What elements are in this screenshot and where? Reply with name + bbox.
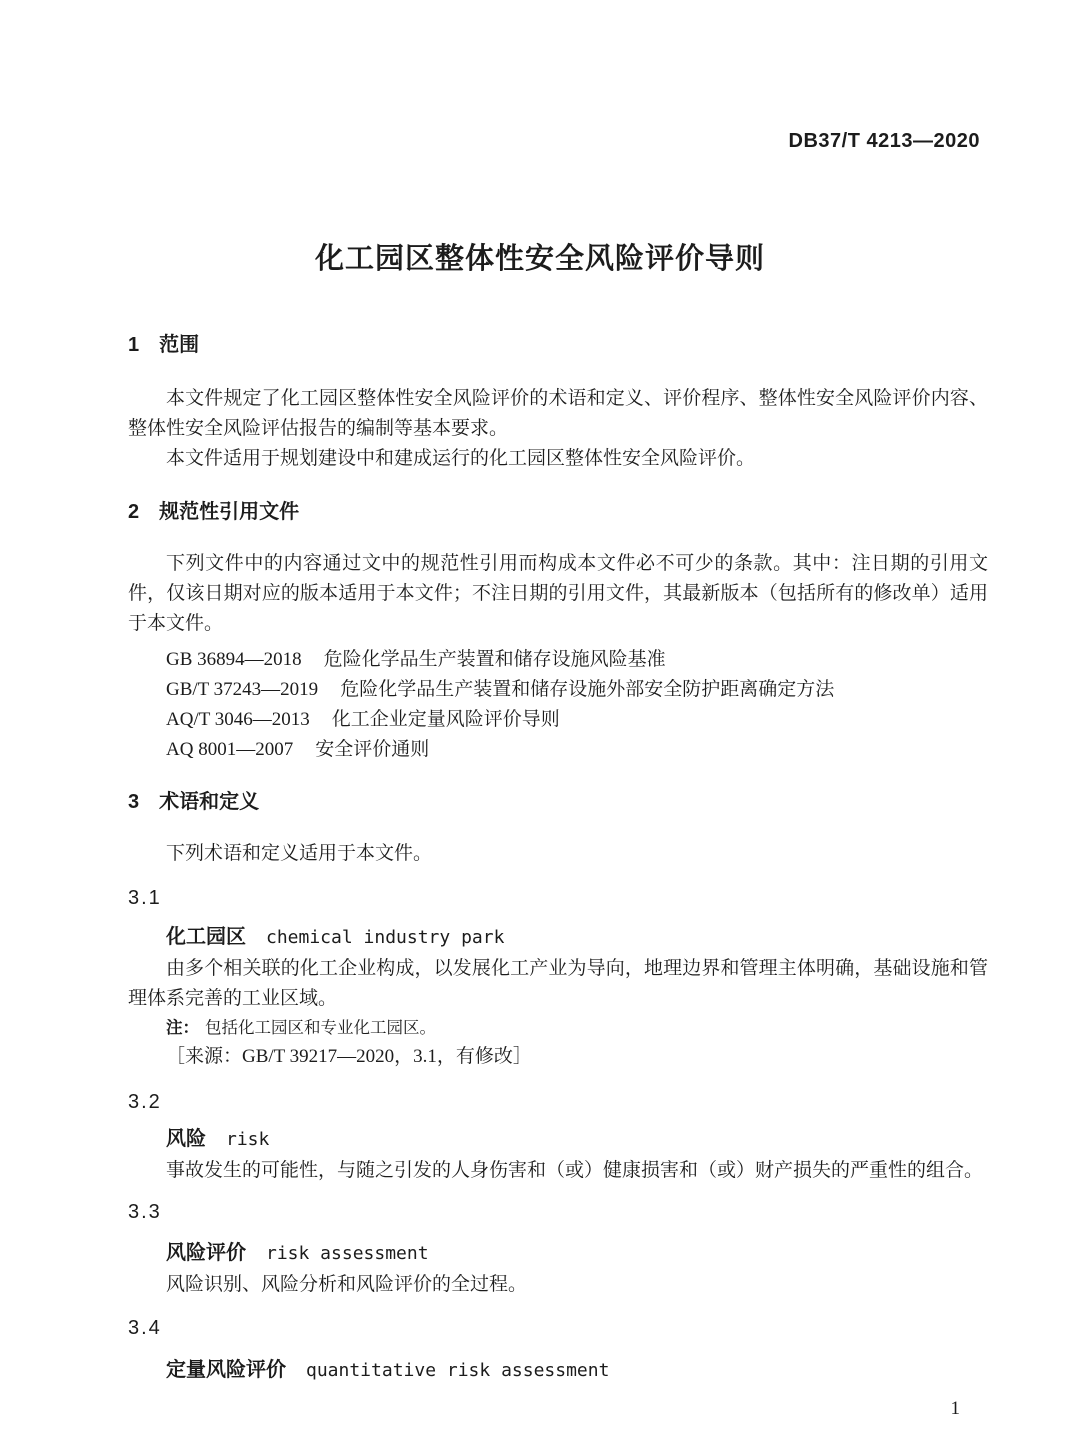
terms-intro: 下列术语和定义适用于本文件。 <box>166 843 433 864</box>
term-en: chemical industry park <box>266 927 505 948</box>
page-number: 1 <box>950 1398 960 1419</box>
document-title: 化工园区整体性安全风险评价导则 <box>314 243 765 275</box>
clause-number-3-3: 3.3 <box>128 1201 162 1223</box>
section-1-number: 1 <box>128 334 140 356</box>
ref-code: AQ/T 3046—2013 <box>166 709 310 730</box>
section-1-heading <box>128 332 988 358</box>
section-3-title: 术语和定义 <box>159 791 260 813</box>
term-zh: 风险评价 <box>166 1242 246 1264</box>
clause-number-3-4: 3.4 <box>128 1317 162 1339</box>
ref-item <box>128 735 988 765</box>
note-label: 注： <box>166 1019 199 1037</box>
ref-title: 危险化学品生产装置和储存设施风险基准 <box>323 649 666 670</box>
term-en: risk assessment <box>266 1243 429 1264</box>
ref-item <box>128 645 988 675</box>
ref-title: 化工企业定量风险评价导则 <box>331 709 560 730</box>
normative-refs-intro: 下列文件中的内容通过文中的规范性引用而构成本文件必不可少的条款。其中：注日期的引用文件，仅该日期对应的版本适用于本文件；不注日期的引用文件，其最新版本（包括所有的修改单）适用于本文件。 <box>128 553 988 634</box>
term-zh: 风险 <box>166 1128 206 1150</box>
normative-ref-list <box>128 645 988 765</box>
term-source: ［来源：GB/T 39217—2020，3.1，有修改］ <box>166 1046 532 1067</box>
document-content <box>128 0 988 1387</box>
term-en: quantitative risk assessment <box>306 1360 610 1381</box>
term-definition: 事故发生的可能性，与随之引发的人身伤害和（或）健康损害和（或）财产损失的严重性的组合。 <box>166 1160 984 1181</box>
term-line <box>128 1355 988 1387</box>
term-line <box>128 1238 988 1270</box>
term-definition: 由多个相关联的化工企业构成，以发展化工产业为导向，地理边界和管理主体明确，基础设施和管理体系完善的工业区域。 <box>128 958 988 1009</box>
scope-paragraph-2: 本文件适用于规划建设中和建成运行的化工园区整体性安全风险评价。 <box>166 448 756 469</box>
note-text: 包括化工园区和专业化工园区。 <box>205 1018 436 1037</box>
term-zh: 定量风险评价 <box>166 1359 286 1381</box>
term-en: risk <box>226 1129 270 1150</box>
ref-title: 安全评价通则 <box>315 739 430 760</box>
ref-code: GB/T 37243—2019 <box>166 679 319 700</box>
standard-code: DB37/T 4213—2020 <box>788 130 980 152</box>
term-line <box>128 922 988 954</box>
clause-number-3-2: 3.2 <box>128 1091 162 1113</box>
section-3-number: 3 <box>128 791 140 813</box>
section-1-title: 范围 <box>159 334 200 356</box>
term-line <box>128 1124 988 1156</box>
clause-number-3-1: 3.1 <box>128 887 162 909</box>
term-zh: 化工园区 <box>166 926 246 948</box>
ref-item <box>128 675 988 705</box>
ref-title: 危险化学品生产装置和储存设施外部安全防护距离确定方法 <box>340 679 835 700</box>
section-2-title: 规范性引用文件 <box>159 501 300 523</box>
ref-code: GB 36894—2018 <box>166 649 302 670</box>
term-definition: 风险识别、风险分析和风险评价的全过程。 <box>166 1274 528 1295</box>
ref-code: AQ 8001—2007 <box>166 739 294 760</box>
ref-item <box>128 705 988 735</box>
section-3-heading <box>128 789 988 815</box>
term-note <box>128 1015 988 1041</box>
section-2-number: 2 <box>128 501 140 523</box>
scope-paragraph-1: 本文件规定了化工园区整体性安全风险评价的术语和定义、评价程序、整体性安全风险评价内容、整体性安全风险评估报告的编制等基本要求。 <box>128 388 988 439</box>
section-2-heading <box>128 499 988 525</box>
